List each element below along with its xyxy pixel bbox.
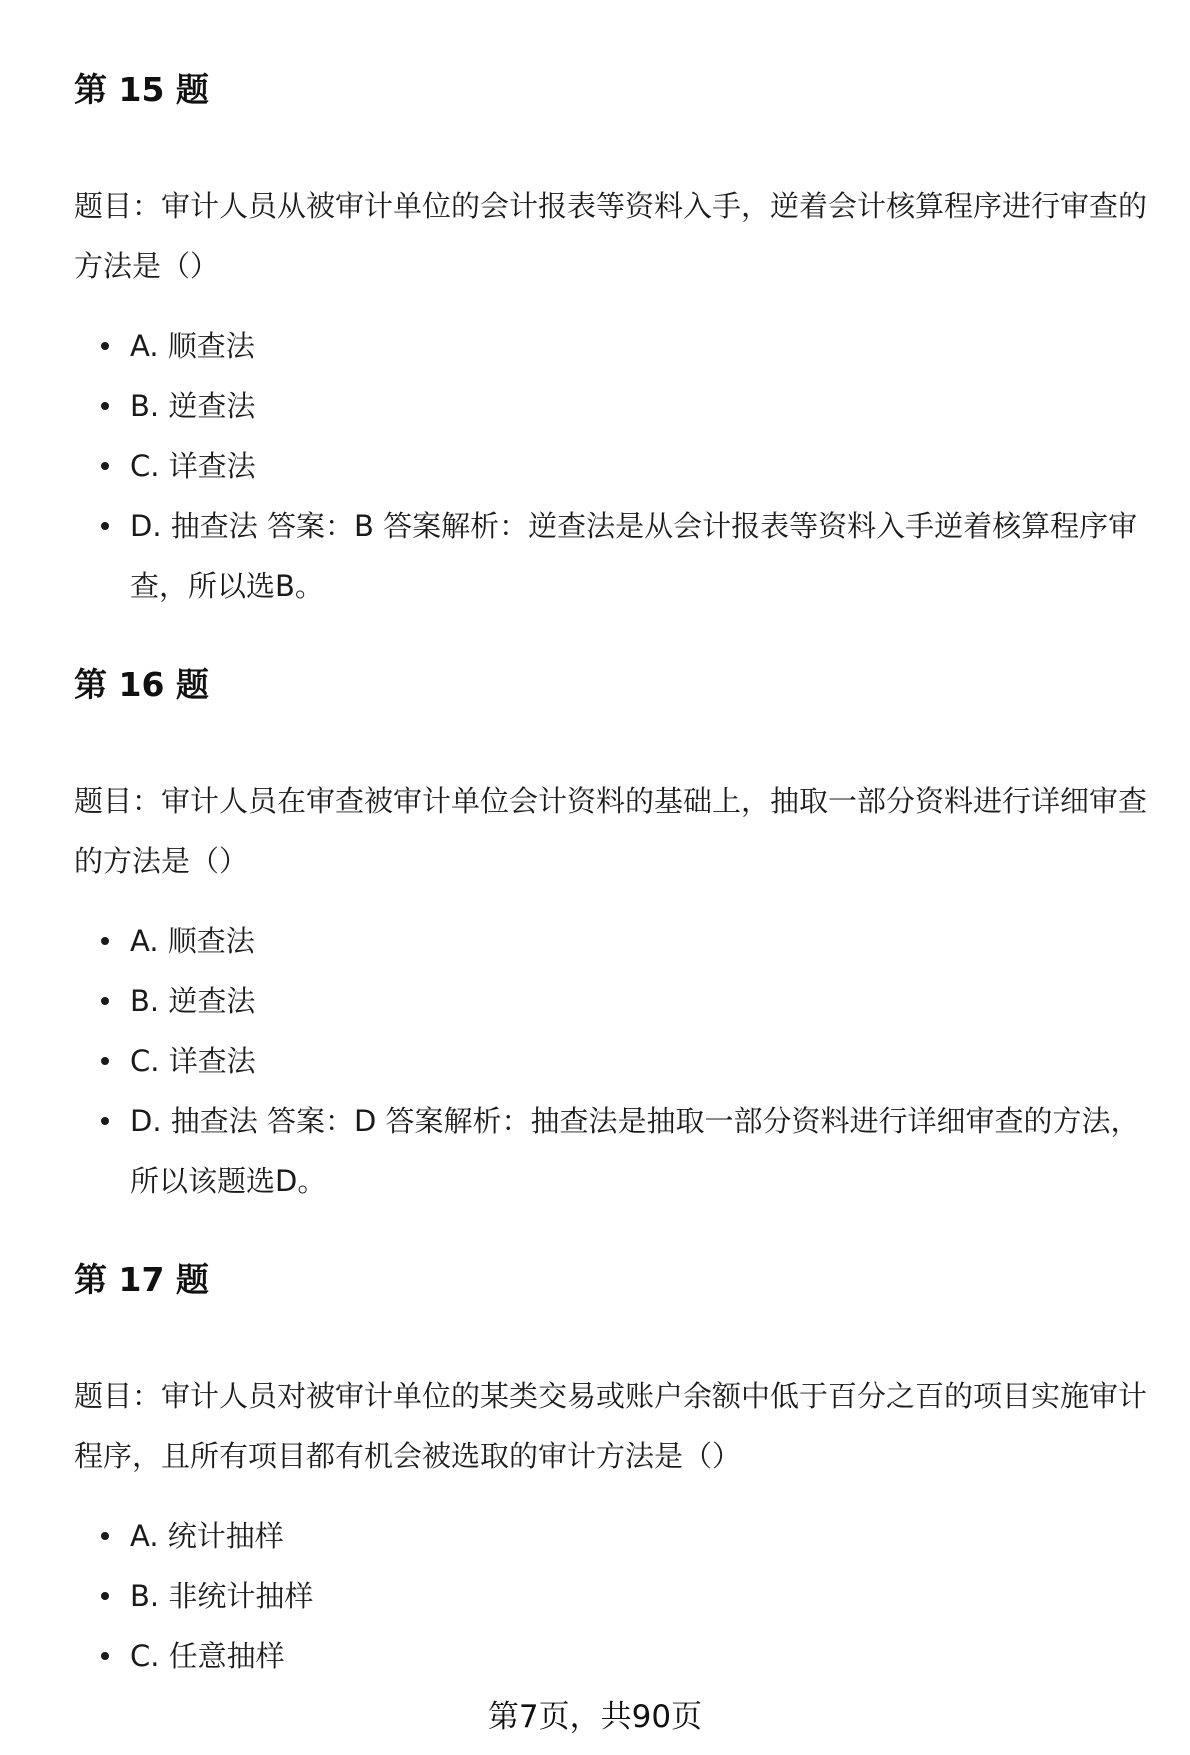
option-label: B. 逆查法	[130, 389, 256, 423]
option-label: A. 顺查法	[130, 924, 255, 958]
option-item	[74, 1626, 1164, 1686]
option-item	[74, 971, 1164, 1031]
bullet-icon	[101, 462, 109, 470]
option-label: D. 抽查法 答案：D 答案解析：抽查法是抽取一部分资料进行详细审查的方法，所以该题选D。	[130, 1104, 1140, 1198]
page-number: 第7页，共90页	[487, 1699, 703, 1735]
option-item-with-answer	[74, 1091, 1164, 1211]
question-title: 第 17 题	[74, 1260, 209, 1299]
bullet-icon	[101, 1057, 109, 1065]
question-17	[74, 1260, 1164, 1686]
option-list	[74, 911, 1164, 1211]
option-list	[74, 1506, 1164, 1686]
option-item	[74, 1506, 1164, 1566]
question-text: 题目：审计人员在审查被审计单位会计资料的基础上，抽取一部分资料进行详细审查的方法是（）	[74, 784, 1148, 878]
bullet-icon	[101, 522, 109, 530]
bullet-icon	[101, 402, 109, 410]
bullet-icon	[101, 1532, 109, 1540]
option-label: C. 详查法	[130, 1044, 256, 1078]
option-item	[74, 1566, 1164, 1626]
question-text: 题目：审计人员从被审计单位的会计报表等资料入手，逆着会计核算程序进行审查的方法是（）	[74, 189, 1148, 283]
question-title: 第 16 题	[74, 665, 209, 704]
question-title: 第 15 题	[74, 70, 209, 109]
question-16	[74, 665, 1164, 1211]
option-item	[74, 376, 1164, 436]
option-label: A. 统计抽样	[130, 1519, 284, 1553]
option-item	[74, 436, 1164, 496]
bullet-icon	[101, 937, 109, 945]
option-item-with-answer	[74, 496, 1164, 616]
option-list	[74, 316, 1164, 616]
bullet-icon	[101, 342, 109, 350]
option-item	[74, 911, 1164, 971]
option-label: D. 抽查法 答案：B 答案解析：逆查法是从会计报表等资料入手逆着核算程序审查，所以选B。	[130, 509, 1138, 603]
bullet-icon	[101, 1592, 109, 1600]
bullet-icon	[101, 1652, 109, 1660]
option-label: A. 顺查法	[130, 329, 255, 363]
bullet-icon	[101, 1117, 109, 1125]
question-text: 题目：审计人员对被审计单位的某类交易或账户余额中低于百分之百的项目实施审计程序，且所有项目都有机会被选取的审计方法是（）	[74, 1379, 1148, 1473]
option-item	[74, 316, 1164, 376]
option-label: C. 详查法	[130, 449, 256, 483]
option-label: B. 非统计抽样	[130, 1579, 314, 1613]
question-15	[74, 70, 1164, 616]
option-label: B. 逆查法	[130, 984, 256, 1018]
bullet-icon	[101, 997, 109, 1005]
option-item	[74, 1031, 1164, 1091]
option-label: C. 任意抽样	[130, 1639, 285, 1673]
